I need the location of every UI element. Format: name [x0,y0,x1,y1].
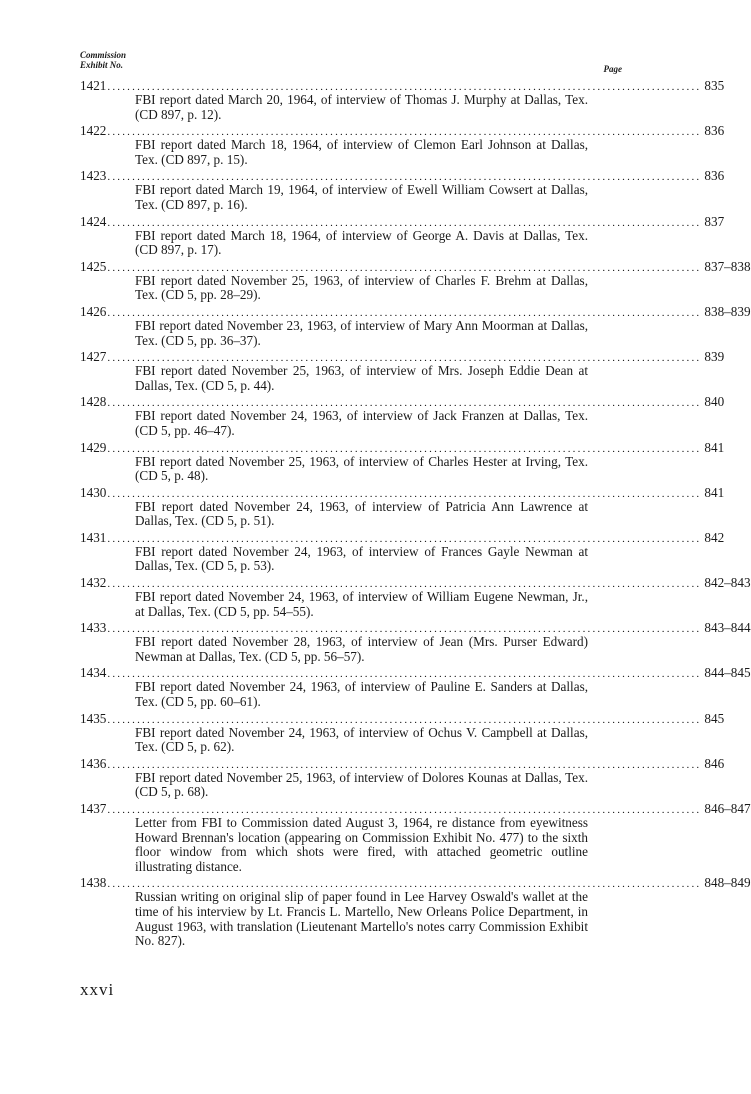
exhibit-entry [80,801,751,874]
exhibit-description: FBI report dated November 25, 1963, of interview of Charles F. Brehm at Dallas, Tex. (CD 5, pp. 28–29). [135,272,588,303]
exhibit-description: FBI report dated November 25, 1963, of interview of Dolores Kounas at Dallas, Tex. (CD 5, p. 68). [135,769,588,800]
exhibit-number: 1435 [80,710,107,726]
exhibit-page: 846–847 [704,801,751,816]
exhibit-description: FBI report dated November 28, 1963, of interview of Jean (Mrs. Purser Edward) Newman at Dallas, Tex. (CD 5, pp. 56–57). [135,634,588,664]
leader-dots: ........................................................................................................................ [107,216,702,229]
leader-dots: ........................................................................................................................ [107,261,702,274]
exhibit-entry-line [80,484,725,500]
exhibit-entry [80,529,725,574]
exhibit-description: FBI report dated March 18, 1964, of interview of Clemon Earl Johnson at Dallas, Tex. (CD 897, p. 15). [135,137,588,167]
exhibit-entry-line [80,875,751,891]
exhibit-page: 845 [704,710,725,726]
exhibit-page: 842 [704,529,725,545]
exhibit-number: 1429 [80,439,107,455]
exhibit-description: FBI report dated November 25, 1963, of interview of Charles Hester at Irving, Tex. (CD 5, p. 48). [135,453,588,484]
exhibit-entry-line [80,123,725,139]
exhibit-entry [80,620,751,664]
leader-dots: ........................................................................................................................ [107,804,702,816]
exhibit-number: 1421 [80,78,107,93]
leader-dots: ........................................................................................................................ [107,532,702,545]
exhibit-entry [80,665,751,710]
exhibit-entry-line [80,665,751,681]
exhibit-number: 1425 [80,258,107,274]
exhibit-number: 1431 [80,529,107,545]
exhibit-number: 1432 [80,575,107,591]
leader-dots: ........................................................................................................................ [107,126,702,139]
exhibit-description: FBI report dated November 24, 1963, of interview of Frances Gayle Newman at Dallas, Tex. (CD 5, p. 53). [135,543,588,574]
exhibit-entry [80,123,725,167]
exhibit-entry [80,303,751,348]
exhibit-description: FBI report dated March 19, 1964, of interview of Ewell William Cowsert at Dallas, Tex. (CD 897, p. 16). [135,182,588,212]
exhibit-page: 841 [704,439,725,455]
exhibit-entry [80,394,725,438]
column-headers [80,50,622,78]
leader-dots: ........................................................................................................................ [107,668,702,681]
exhibit-entry [80,349,725,393]
exhibit-number: 1422 [80,123,107,139]
exhibit-number: 1437 [80,801,107,816]
exhibit-entry [80,213,725,258]
exhibit-entry [80,875,751,949]
exhibit-number: 1438 [80,875,107,891]
exhibit-number: 1423 [80,168,107,184]
exhibit-page: 846 [704,755,725,771]
exhibit-description: Letter from FBI to Commission dated August 3, 1964, re distance from eyewitness Howard Brennan's location (appearing on Commission Exhibit No. 477) to the sixth floor window from which shots were fired, with attached geometric outline illustrating distance. [135,815,588,874]
exhibit-entry [80,575,751,619]
exhibit-number: 1436 [80,755,107,771]
leader-dots: ........................................................................................................................ [107,578,702,591]
leader-dots: ........................................................................................................................ [107,713,702,726]
exhibit-description: FBI report dated November 23, 1963, of interview of Mary Ann Moorman at Dallas, Tex. (CD 5, pp. 36–37). [135,317,588,348]
leader-dots: ........................................................................................................................ [107,171,702,184]
leader-dots: ........................................................................................................................ [107,442,702,455]
exhibit-list [80,78,751,949]
exhibit-page: 848–849 [704,875,751,891]
exhibit-entry-line [80,213,725,229]
page-number: xxvi [80,980,115,999]
exhibit-number: 1424 [80,213,107,229]
exhibit-entry [80,258,751,303]
exhibit-entry-line [80,755,725,771]
exhibit-page: 838–839 [704,303,751,319]
exhibit-entry [80,78,725,122]
exhibit-entry-line [80,394,725,410]
page-header: Page [603,64,622,74]
document-page [80,50,751,950]
exhibit-page: 837 [704,213,725,229]
exhibit-page: 835 [704,78,725,93]
exhibit-entry-line [80,349,725,365]
exhibit-description: FBI report dated November 24, 1963, of interview of Pauline E. Sanders at Dallas, Tex. (CD 5, pp. 60–61). [135,679,588,710]
exhibit-number: 1426 [80,303,107,319]
exhibit-description: FBI report dated November 24, 1963, of interview of Patricia Ann Lawrence at Dallas, Tex. (CD 5, p. 51). [135,498,588,529]
exhibit-number: 1433 [80,620,107,636]
exhibit-entry [80,710,725,755]
exhibit-description: FBI report dated November 24, 1963, of interview of Ochus V. Campbell at Dallas, Tex. (CD 5, p. 62). [135,724,588,755]
exhibit-page: 843–844 [704,620,751,636]
exhibit-page: 837–838 [704,258,751,274]
exhibit-entry-line [80,258,751,274]
leader-dots: ........................................................................................................................ [107,352,702,365]
exhibit-number: 1428 [80,394,107,410]
exhibit-number: 1434 [80,665,107,681]
exhibit-page: 836 [704,123,725,139]
exhibit-number: 1427 [80,349,107,365]
exhibit-entry-line [80,801,751,816]
leader-dots: ........................................................................................................................ [107,81,702,93]
leader-dots: ........................................................................................................................ [107,878,702,891]
exhibit-entry [80,168,725,212]
exhibit-entry-line [80,303,751,319]
leader-dots: ........................................................................................................................ [107,306,702,319]
exhibit-entry-line [80,575,751,591]
exhibit-page: 836 [704,168,725,184]
exhibit-description: FBI report dated March 20, 1964, of interview of Thomas J. Murphy at Dallas, Tex. (CD 897, p. 12). [135,92,588,122]
leader-dots: ........................................................................................................................ [107,487,702,500]
exhibit-entry [80,484,725,529]
exhibit-page: 841 [704,484,725,500]
exhibit-description: FBI report dated November 24, 1963, of interview of William Eugene Newman, Jr., at Dallas, Tex. (CD 5, pp. 54–55). [135,589,588,619]
exhibit-description: FBI report dated March 18, 1964, of interview of George A. Davis at Dallas, Tex. (CD 897, p. 17). [135,227,588,258]
exhibit-entry-line [80,710,725,726]
exhibit-number: 1430 [80,484,107,500]
leader-dots: ........................................................................................................................ [107,623,702,636]
leader-dots: ........................................................................................................................ [107,397,702,410]
exhibit-entry-line [80,439,725,455]
exhibit-page: 839 [704,349,725,365]
leader-dots: ........................................................................................................................ [107,758,702,771]
exhibit-description: FBI report dated November 25, 1963, of interview of Mrs. Joseph Eddie Dean at Dallas, Tex. (CD 5, p. 44). [135,363,588,393]
exhibit-entry-line [80,78,725,93]
exhibit-number-header: Commission Exhibit No. [80,50,127,70]
exhibit-page: 842–843 [704,575,751,591]
exhibit-description: FBI report dated November 24, 1963, of interview of Jack Franzen at Dallas, Tex. (CD 5, pp. 46–47). [135,408,588,438]
exhibit-entry [80,755,725,800]
exhibit-entry-line [80,168,725,184]
exhibit-page: 840 [704,394,725,410]
exhibit-description: Russian writing on original slip of paper found in Lee Harvey Oswald's wallet at the time of his interview by Lt. Francis L. Martello, New Orleans Police Department, in August 1963, with translation (Lieutenant Martello's notes carry Commission Exhibit No. 827). [135,889,588,949]
exhibit-entry [80,439,725,484]
exhibit-entry-line [80,620,751,636]
exhibit-page: 844–845 [704,665,751,681]
exhibit-entry-line [80,529,725,545]
